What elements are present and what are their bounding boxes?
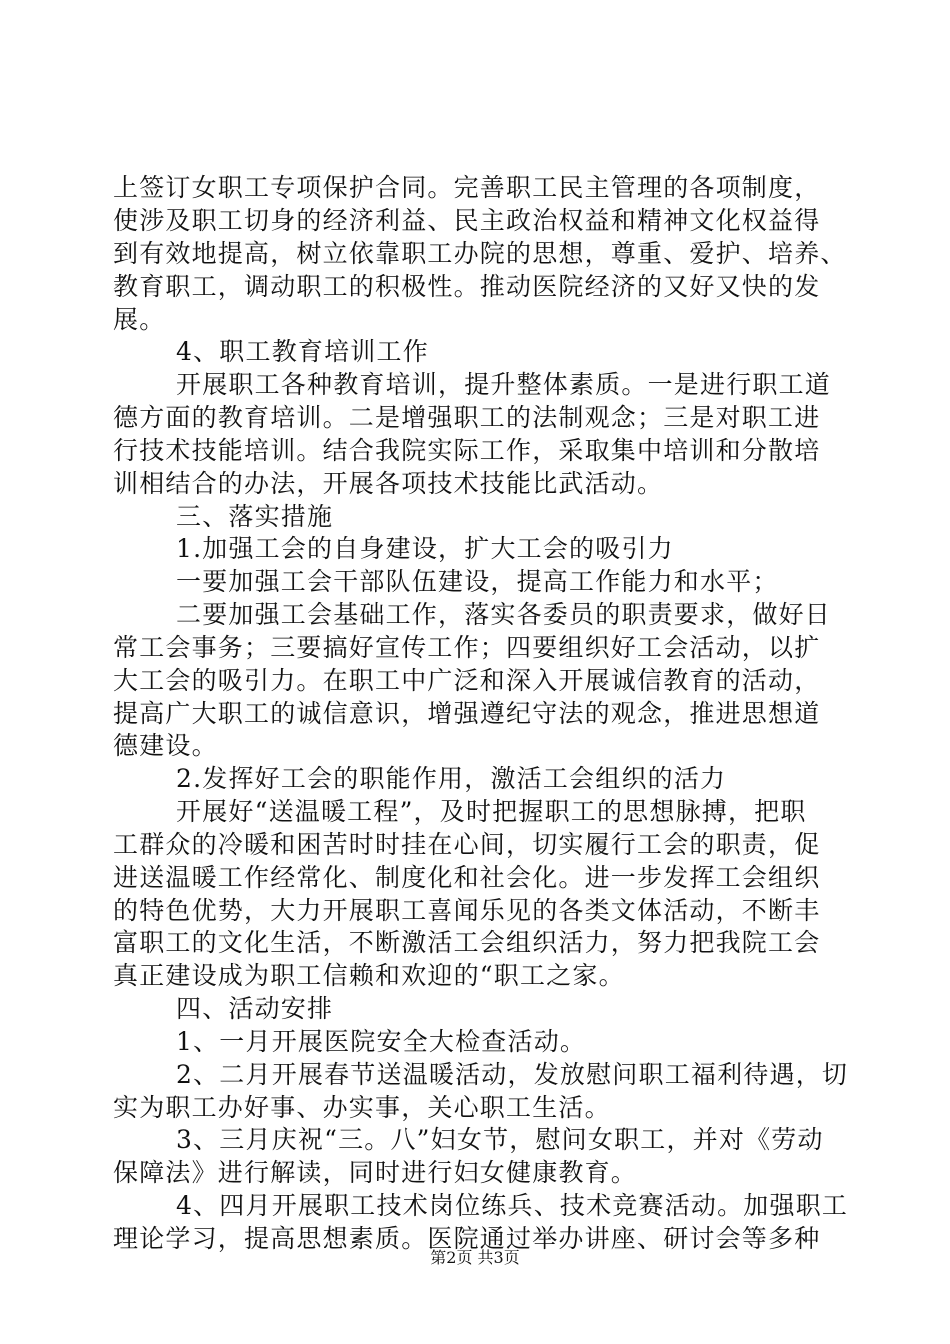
- list-item: 3、三月庆祝“三。八”妇女节，慰问女职工，并对《劳动: [176, 1125, 824, 1154]
- text-line: 二要加强工会基础工作，落实各委员的职责要求，做好日: [176, 600, 832, 629]
- text-line: 展。: [113, 305, 166, 334]
- text-line: 工群众的冷暖和困苦时时挂在心间，切实履行工会的职责，促: [113, 830, 821, 859]
- section-heading: 4、职工教育培训工作: [176, 337, 429, 366]
- section-heading: 四、活动安排: [176, 994, 334, 1023]
- list-item: 1、一月开展医院安全大检查活动。: [176, 1027, 587, 1056]
- section-heading: 三、落实措施: [176, 502, 334, 531]
- text-line: 使涉及职工切身的经济利益、民主政治权益和精神文化权益得: [113, 206, 821, 235]
- text-line: 一要加强工会干部队伍建设，提高工作能力和水平；: [176, 567, 779, 596]
- page-number-footer: 第2页 共3页: [430, 1248, 520, 1267]
- text-line: 富职工的文化生活，不断激活工会组织活力，努力把我院工会: [113, 928, 821, 957]
- text-line: 上签订女职工专项保护合同。完善职工民主管理的各项制度，: [113, 173, 821, 202]
- text-line: 行技术技能培训。结合我院实际工作，采取集中培训和分散培: [113, 436, 821, 465]
- text-line: 大工会的吸引力。在职工中广泛和深入开展诚信教育的活动，: [113, 666, 821, 695]
- text-line: 的特色优势，大力开展职工喜闻乐见的各类文体活动，不断丰: [113, 896, 821, 925]
- text-line: 理论学习，提高思想素质。医院通过举办讲座、研讨会等多种: [113, 1224, 821, 1253]
- section-heading: 2.发挥好工会的职能作用，激活工会组织的活力: [176, 764, 727, 793]
- text-line: 真正建设成为职工信赖和欢迎的“职工之家。: [113, 961, 625, 990]
- text-line: 实为职工办好事、办实事，关心职工生活。: [113, 1093, 611, 1122]
- text-line: 常工会事务；三要搞好宣传工作；四要组织好工会活动，以扩: [113, 633, 821, 662]
- text-line: 德方面的教育培训。二是增强职工的法制观念；三是对职工进: [113, 403, 821, 432]
- list-item: 2、二月开展春节送温暖活动，发放慰问职工福利待遇，切: [176, 1060, 849, 1089]
- text-line: 德建设。: [113, 731, 218, 760]
- text-line: 开展职工各种教育培训，提升整体素质。一是进行职工道: [176, 370, 832, 399]
- text-line: 开展好“送温暖工程”，及时把握职工的思想脉搏，把职: [176, 797, 807, 826]
- text-line: 教育职工，调动职工的积极性。推动医院经济的又好又快的发: [113, 272, 821, 301]
- section-heading: 1.加强工会的自身建设，扩大工会的吸引力: [176, 534, 674, 563]
- list-item: 4、四月开展职工技术岗位练兵、技术竞赛活动。加强职工: [176, 1191, 849, 1220]
- text-line: 保障法》进行解读，同时进行妇女健康教育。: [113, 1158, 638, 1187]
- text-line: 训相结合的办法，开展各项技术技能比武活动。: [113, 469, 664, 498]
- text-line: 进送温暖工作经常化、制度化和社会化。进一步发挥工会组织: [113, 863, 821, 892]
- text-line: 到有效地提高，树立依靠职工办院的思想，尊重、爱护、培养、: [113, 239, 847, 268]
- text-line: 提高广大职工的诚信意识，增强遵纪守法的观念，推进思想道: [113, 699, 821, 728]
